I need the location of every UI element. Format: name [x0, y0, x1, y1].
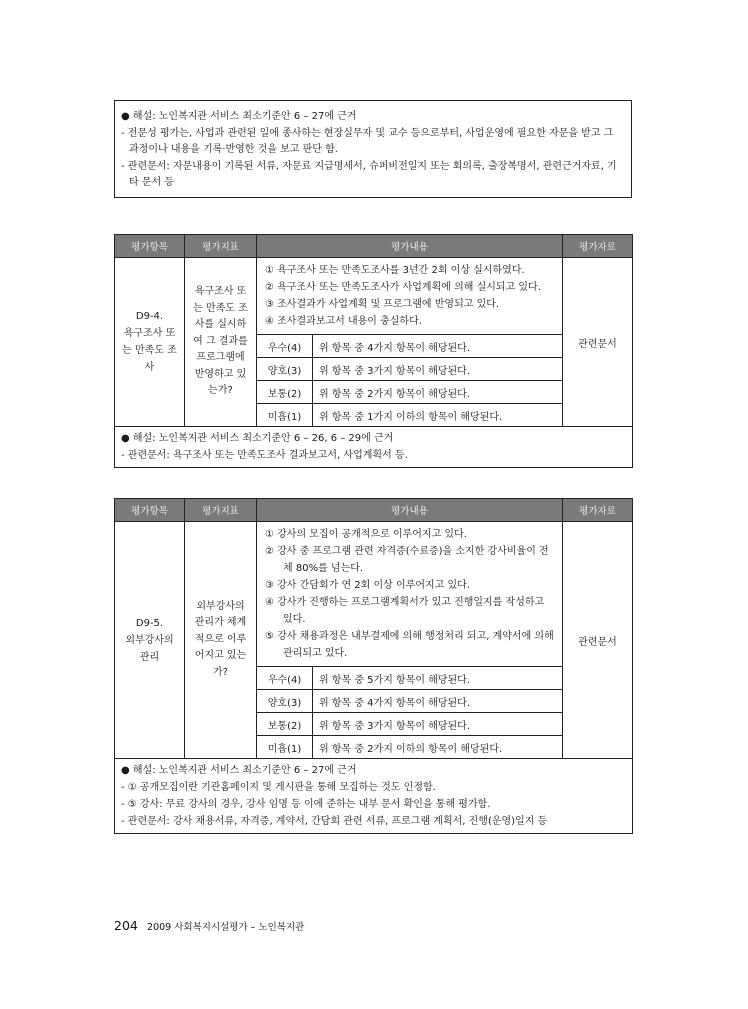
grade-description: 위 항목 중 5가지 항목이 해당된다.	[313, 667, 563, 690]
grade-label: 우수(4)	[257, 667, 313, 690]
grade-label: 보통(2)	[257, 381, 313, 404]
indicator-text: 외부강사의 관리가 체계적으로 이루어지고 있는가?	[194, 600, 247, 678]
category-cell	[115, 258, 185, 427]
content-items	[257, 522, 563, 667]
explanation-line: - 전문성 평가는, 사업과 관련된 일에 종사하는 현장실무자 및 교수 등으로부터, 사업운영에 필요한 자문을 받고 그 과정이나 내용을 기록·반영한 것을 보고 판단 함.	[121, 127, 614, 155]
grade-label: 양호(3)	[257, 358, 313, 381]
notes-cell	[115, 427, 633, 468]
material-cell: 관련문서	[563, 522, 633, 759]
note-line: - ⑤ 강사: 무료 강사의 경우, 강사 임명 등 이에 준하는 내부 문서 확인을 통해 평가함.	[121, 799, 491, 810]
header-material: 평가자료	[563, 235, 633, 258]
evaluation-table-d9-4	[114, 234, 633, 468]
explanation-line: - 관련문서: 자문내용이 기록된 서류, 자문료 지급명세서, 슈퍼비전일지 또는 회의록, 출장복명서, 관련근거자료, 기타 문서 등	[121, 160, 617, 188]
header-category: 평가항목	[115, 235, 185, 258]
content-items	[257, 258, 563, 335]
table-header-row	[115, 499, 633, 522]
category-name: 욕구조사 또는 만족도 조사	[122, 328, 177, 373]
grade-description: 위 항목 중 4가지 항목이 해당된다.	[313, 690, 563, 713]
grade-description: 위 항목 중 3가지 항목이 해당된다.	[313, 358, 563, 381]
note-line: - 관련문서: 강사 채용서류, 자격증, 계약서, 간담회 관련 서류, 프로그램 계획서, 진행(운영)일지 등	[121, 816, 548, 827]
header-category: 평가항목	[115, 499, 185, 522]
content-item: ① 강사의 모집이 공개적으로 이루어지고 있다.	[265, 529, 467, 540]
content-item: ② 욕구조사 또는 만족도조사가 사업계획에 의해 실시되고 있다.	[265, 282, 541, 293]
content-item: ③ 조사결과가 사업계획 및 프로그램에 반영되고 있다.	[265, 299, 500, 310]
header-indicator: 평가지표	[185, 235, 257, 258]
indicator-text: 욕구조사 또는 만족도 조사를 실시하여 그 결과를 프로그램에 반영하고 있는가?	[193, 286, 248, 397]
category-name: 외부강사의 관리	[125, 634, 174, 663]
header-content: 평가내용	[257, 235, 563, 258]
category-code: D9-5.	[135, 617, 164, 629]
content-item: ④ 강사가 진행하는 프로그램계획서가 있고 진행일지를 작성하고 있다.	[265, 597, 545, 625]
note-line: - 관련문서: 욕구조사 또는 만족도조사 결과보고서, 사업계획서 등.	[121, 450, 408, 461]
note-line: - ① 공개모집이란 기관홈페이지 및 게시판을 통해 모집하는 것도 인정함.	[121, 782, 436, 793]
notes-cell	[115, 759, 633, 834]
table-header-row	[115, 235, 633, 258]
header-content: 평가내용	[257, 499, 563, 522]
explanation-line: ● 해설: 노인복지관 서비스 최소기준안 6 – 27에 근거	[121, 111, 357, 122]
header-material: 평가자료	[563, 499, 633, 522]
material-cell: 관련문서	[563, 258, 633, 427]
note-line: ● 해설: 노인복지관 서비스 최소기준안 6 – 27에 근거	[121, 765, 357, 776]
grade-description: 위 항목 중 2가지 이하의 항목이 해당된다.	[313, 736, 563, 759]
grade-label: 우수(4)	[257, 335, 313, 358]
evaluation-table-d9-5	[114, 498, 633, 834]
grade-label: 미흡(1)	[257, 404, 313, 427]
grade-description: 위 항목 중 2가지 항목이 해당된다.	[313, 381, 563, 404]
page-number: 204	[114, 918, 138, 933]
header-indicator: 평가지표	[185, 499, 257, 522]
grade-label: 미흡(1)	[257, 736, 313, 759]
note-line: ● 해설: 노인복지관 서비스 최소기준안 6 – 26, 6 – 29에 근거	[121, 433, 394, 444]
content-item: ⑤ 강사 채용과정은 내부결제에 의해 행정처리 되고, 계약서에 의해 관리되고 있다.	[265, 631, 554, 659]
page-footer	[114, 918, 304, 933]
grade-label: 양호(3)	[257, 690, 313, 713]
indicator-cell	[185, 258, 257, 427]
grade-description: 위 항목 중 4가지 항목이 해당된다.	[313, 335, 563, 358]
grade-description: 위 항목 중 3가지 항목이 해당된다.	[313, 713, 563, 736]
content-item: ③ 강사 간담회가 연 2회 이상 이루어지고 있다.	[265, 580, 470, 591]
content-item: ① 욕구조사 또는 만족도조사를 3년간 2회 이상 실시하였다.	[265, 265, 525, 276]
indicator-cell	[185, 522, 257, 759]
category-cell	[115, 522, 185, 759]
grade-label: 보통(2)	[257, 713, 313, 736]
content-item: ② 강사 중 프로그램 관련 자격증(수료증)을 소지한 강사비율이 전체 80%를 넘는다.	[265, 546, 549, 574]
content-item: ④ 조사결과보고서 내용이 충실하다.	[265, 316, 422, 327]
explanation-box	[114, 100, 632, 198]
footer-title: 2009 사회복지시설평가 – 노인복지관	[147, 922, 305, 933]
grade-description: 위 항목 중 1가지 이하의 항목이 해당된다.	[313, 404, 563, 427]
category-code: D9-4.	[135, 311, 164, 322]
